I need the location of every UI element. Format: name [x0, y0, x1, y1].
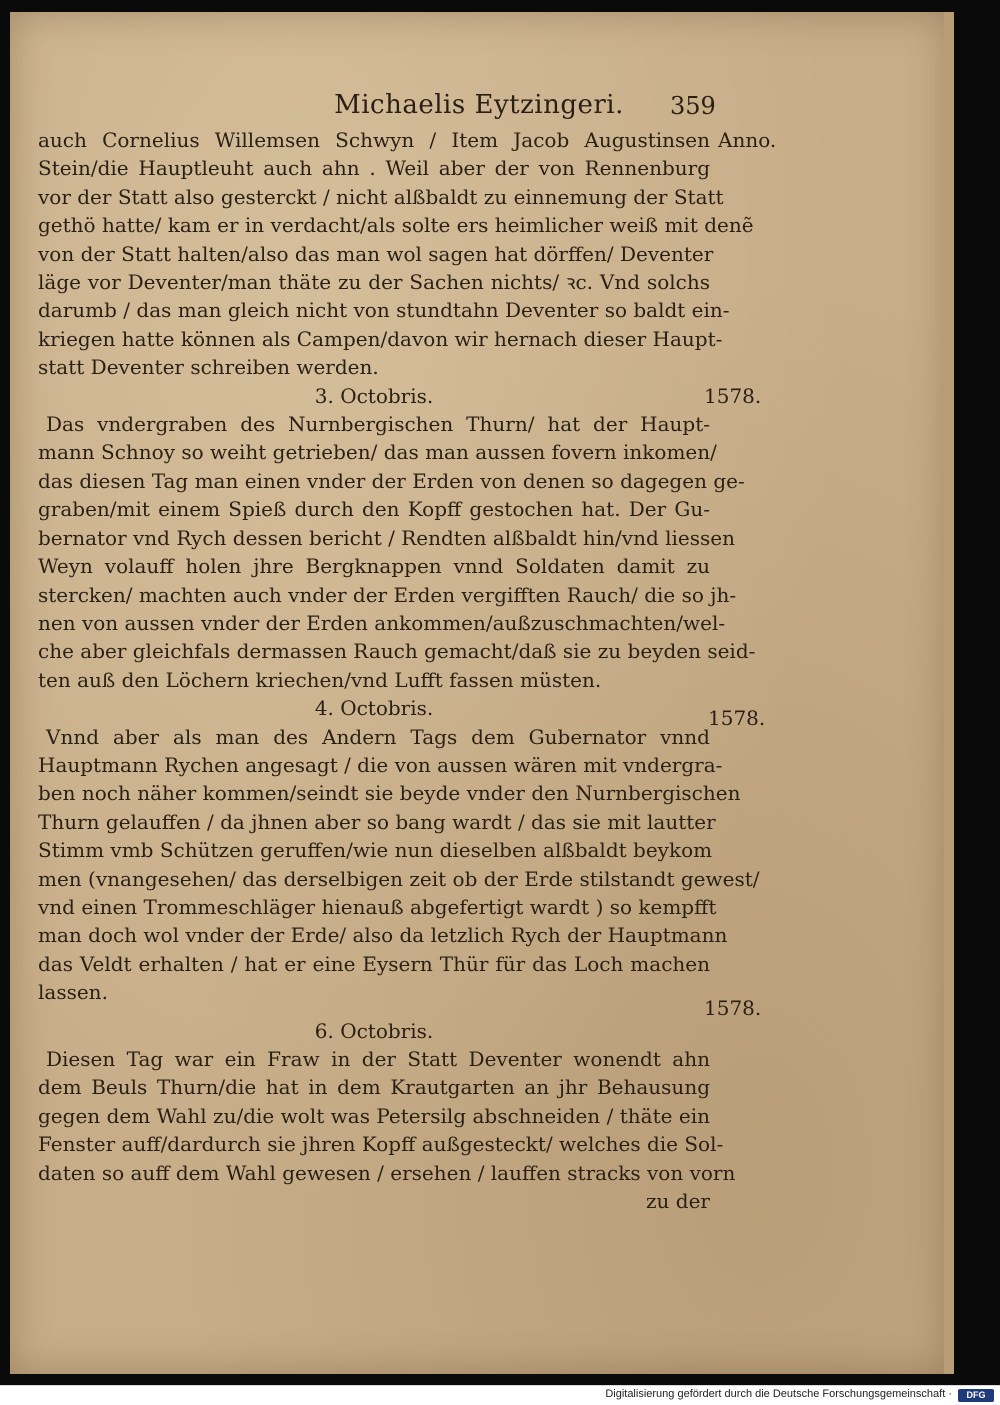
- book-page: [10, 12, 948, 1374]
- text-line: nen von aussen vnder der Erden ankommen/außzuschmachten/wel-: [38, 610, 726, 635]
- text-line: das Veldt erhalten / hat er eine Eysern Thür für das Loch machen: [38, 951, 710, 976]
- text-line: Hauptmann Rychen angesagt / die von aussen wären mit vndergra-: [38, 752, 723, 777]
- text-line: gethö hatte/ kam er in verdacht/als solte ers heimlicher weiß mit denẽ: [38, 213, 754, 238]
- footer-bar: [0, 1385, 1000, 1405]
- dfg-logo[interactable]: DFG: [958, 1389, 994, 1402]
- text-line: Fenster auff/dardurch sie jhren Kopff außgesteckt/ welches die Sol-: [38, 1132, 724, 1157]
- text-line: Thurn gelauffen / da jhnen aber so bang wardt / das sie mit lautter: [38, 809, 716, 834]
- text-line: auch Cornelius Willemsen Schwyn / Item Jacob Augustinsen: [38, 128, 710, 152]
- paragraph-3-october: [38, 410, 756, 694]
- text-line: Das vndergraben des Nurnbergischen Thurn/ hat der Haupt-: [46, 412, 710, 437]
- paragraph-6-october: [38, 1045, 736, 1215]
- running-title: Michaelis Eytzingeri.: [334, 90, 624, 120]
- date-heading: 6. Octobris.: [314, 1018, 434, 1043]
- text-line: ben noch näher kommen/seindt sie beyde vnder den Nurnbergischen: [38, 781, 741, 806]
- text-line: mann Schnoy so weiht getrieben/ das man aussen fovern inkomen/: [38, 440, 717, 465]
- margin-anno: Anno.: [718, 128, 777, 152]
- text-line: Vnnd aber als man des Andern Tags dem Gubernator vnnd: [46, 724, 710, 749]
- text-line: statt Deventer schreiben werden.: [38, 355, 379, 380]
- text-line: men (vnangesehen/ das derselbigen zeit ob der Erde stilstandt gewest/: [38, 866, 760, 891]
- text-line: bernator vnd Rych dessen bericht / Rendten alßbaldt hin/vnd liessen: [38, 525, 735, 550]
- margin-year-1: 1578.: [704, 384, 762, 408]
- text-line: darumb / das man gleich nicht von stundtahn Deventer so baldt ein-: [38, 298, 730, 323]
- text-line: daten so auff dem Wahl gewesen / ersehen / lauffen stracks von vorn: [38, 1160, 736, 1185]
- text-line: von der Statt halten/also das man wol sagen hat dörffen/ Deventer: [38, 241, 714, 266]
- paragraph-4-october: [38, 723, 760, 1007]
- text-line: kriegen hatte können als Campen/davon wir hernach dieser Haupt-: [38, 326, 723, 351]
- text-line: Weyn volauff holen jhre Bergknappen vnnd Soldaten damit zu: [38, 554, 710, 579]
- margin-year-3: 1578.: [704, 996, 762, 1020]
- text-line: vor der Statt also gesterckt / nicht alßbaldt zu einnemung der Statt: [38, 184, 724, 209]
- text-line: lassen.: [38, 980, 108, 1005]
- text-line: gegen dem Wahl zu/die wolt was Petersilg abschneiden / thäte ein: [38, 1103, 710, 1128]
- text-line: vnd einen Trommeschläger hienauß abgefertigt wardt ) so kempfft: [38, 894, 717, 919]
- text-line: che aber gleichfals dermassen Rauch gemacht/daß sie zu beyden seid-: [38, 639, 756, 664]
- date-heading: 3. Octobris.: [314, 383, 434, 408]
- text-line: das diesen Tag man einen vnder der Erden von denen so dagegen ge-: [38, 468, 745, 493]
- text-line: man doch wol vnder der Erde/ also da letzlich Rych der Hauptmann: [38, 923, 728, 948]
- page-number: 359: [670, 92, 716, 120]
- text-line: ten auß den Löchern kriechen/vnd Lufft fassen müsten.: [38, 667, 602, 692]
- text-line: graben/mit einem Spieß durch den Kopff gestochen hat. Der Gu-: [38, 497, 710, 522]
- text-line: läge vor Deventer/man thäte zu der Sachen nichts/ ꝛc. Vnd solchs: [38, 270, 710, 295]
- margin-year-2: 1578.: [708, 706, 766, 730]
- text-line: Diesen Tag war ein Fraw in der Statt Deventer wonendt ahn: [46, 1047, 710, 1071]
- text-line: dem Beuls Thurn/die hat in dem Krautgarten an jhr Behausung: [38, 1075, 710, 1100]
- funding-notice: Digitalisierung gefördert durch die Deutsche Forschungsgemeinschaft ·: [605, 1388, 952, 1400]
- date-heading: 4. Octobris.: [314, 696, 434, 721]
- text-line: Stimm vmb Schützen geruffen/wie nun dieselben alßbaldt beykom: [38, 838, 713, 863]
- text-line: Stein/die Hauptleuht auch ahn . Weil aber der von Rennenburg: [38, 156, 710, 181]
- text-line: stercken/ machten auch vnder der Erden vergifften Rauch/ die so jh-: [38, 582, 737, 607]
- catchword: zu der: [646, 1189, 710, 1214]
